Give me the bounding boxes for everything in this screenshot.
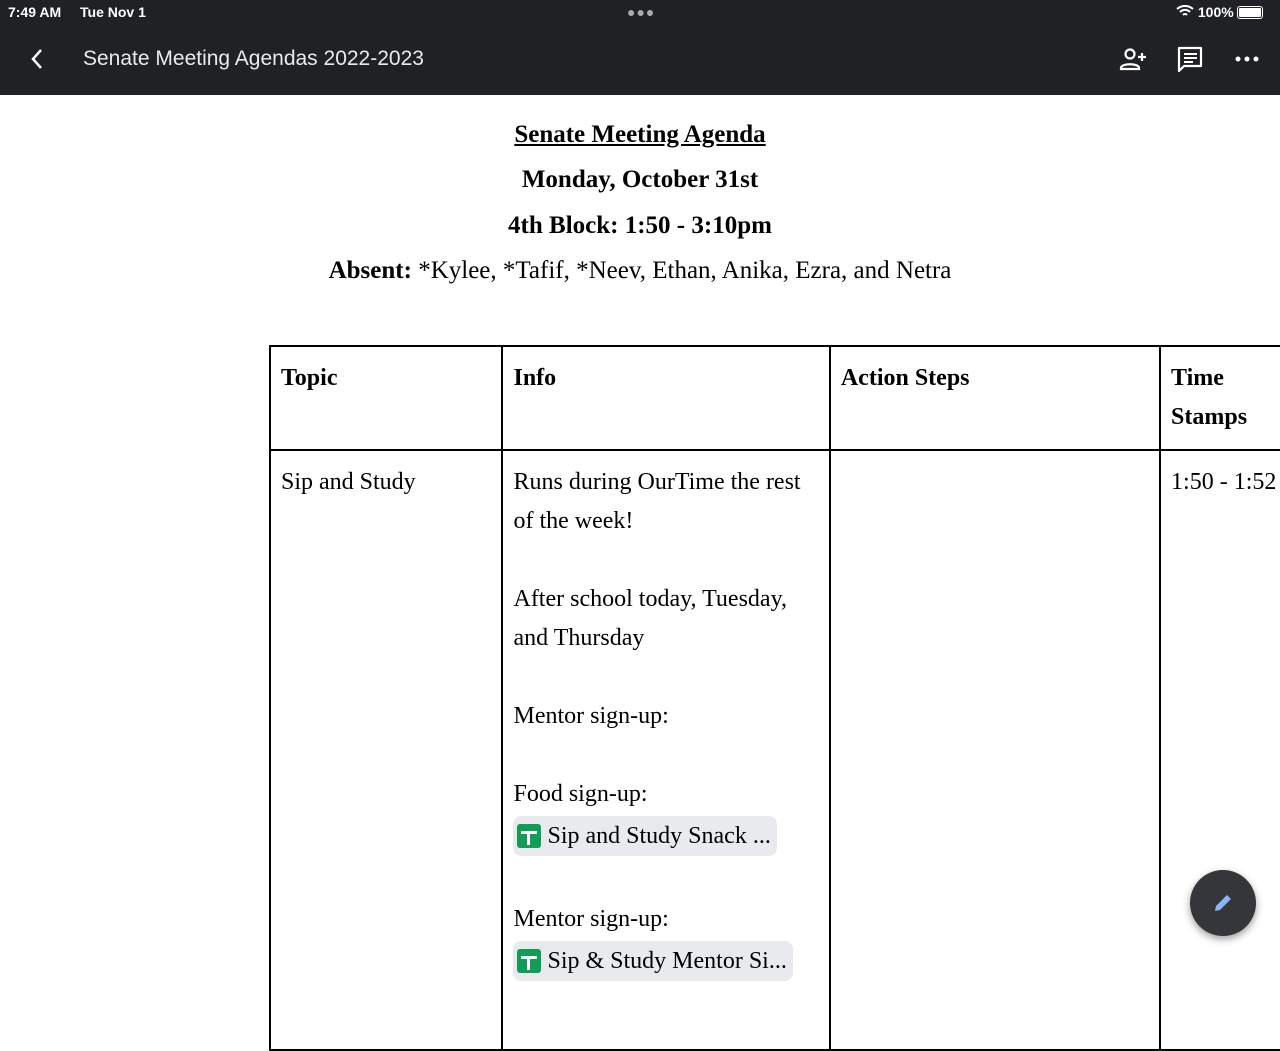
agenda-table (269, 345, 1280, 1051)
google-sheets-icon (517, 824, 541, 848)
cell-action-steps (830, 450, 1160, 1050)
comments-icon[interactable] (1176, 44, 1206, 74)
back-arrow-icon[interactable] (28, 44, 48, 74)
status-date: Tue Nov 1 (80, 4, 146, 20)
status-time: 7:49 AM (8, 4, 62, 20)
app-header (0, 0, 1280, 95)
header-topic: Topic (281, 365, 338, 391)
table-header-row (270, 346, 1280, 450)
share-add-person-icon[interactable] (1118, 44, 1148, 74)
document-title: Senate Meeting Agendas 2022-2023 (83, 47, 424, 70)
info-text: Runs during OurTime the rest of the week! (513, 469, 801, 534)
meeting-block: 4th Block: 1:50 - 3:10pm (508, 212, 772, 239)
info-text: Mentor sign-up: (513, 906, 669, 932)
more-options-icon[interactable] (1232, 44, 1262, 74)
chip-label: Sip and Study Snack ... (547, 822, 771, 849)
chip-label: Sip & Study Mentor Si... (547, 947, 787, 974)
header-time-stamps: Time Stamps (1171, 365, 1248, 430)
battery-icon (1237, 6, 1263, 19)
multitasking-icon[interactable]: ●●● (627, 4, 656, 20)
header-action-steps: Action Steps (840, 365, 970, 391)
absent-list: *Kylee, *Tafif, *Neev, Ethan, Anika, Ezra, and Netra (411, 257, 952, 284)
info-text: After school today, Tuesday, and Thursday (513, 586, 788, 651)
info-text: Mentor sign-up: (513, 703, 669, 729)
document-body[interactable] (0, 95, 1280, 974)
info-text: Food sign-up: (513, 781, 648, 807)
sheets-link-chip[interactable] (513, 941, 792, 981)
edit-button[interactable] (1190, 870, 1256, 936)
meeting-date: Monday, October 31st (521, 166, 759, 193)
battery-status (1176, 4, 1263, 20)
header-info: Info (513, 365, 557, 391)
table-row (270, 450, 1280, 1050)
cell-time-stamp: 1:50 - 1:52 (1160, 450, 1280, 1050)
cell-info (502, 450, 829, 1050)
cell-topic: Sip and Study (270, 450, 502, 1050)
absent-line (0, 257, 1280, 285)
pencil-icon (1210, 890, 1236, 916)
sheets-link-chip[interactable] (513, 816, 776, 856)
absent-label: Absent: (328, 257, 412, 284)
wifi-icon (1176, 5, 1194, 17)
agenda-title: Senate Meeting Agenda (514, 121, 766, 148)
google-sheets-icon (517, 949, 541, 973)
battery-percent: 100% (1197, 4, 1234, 20)
